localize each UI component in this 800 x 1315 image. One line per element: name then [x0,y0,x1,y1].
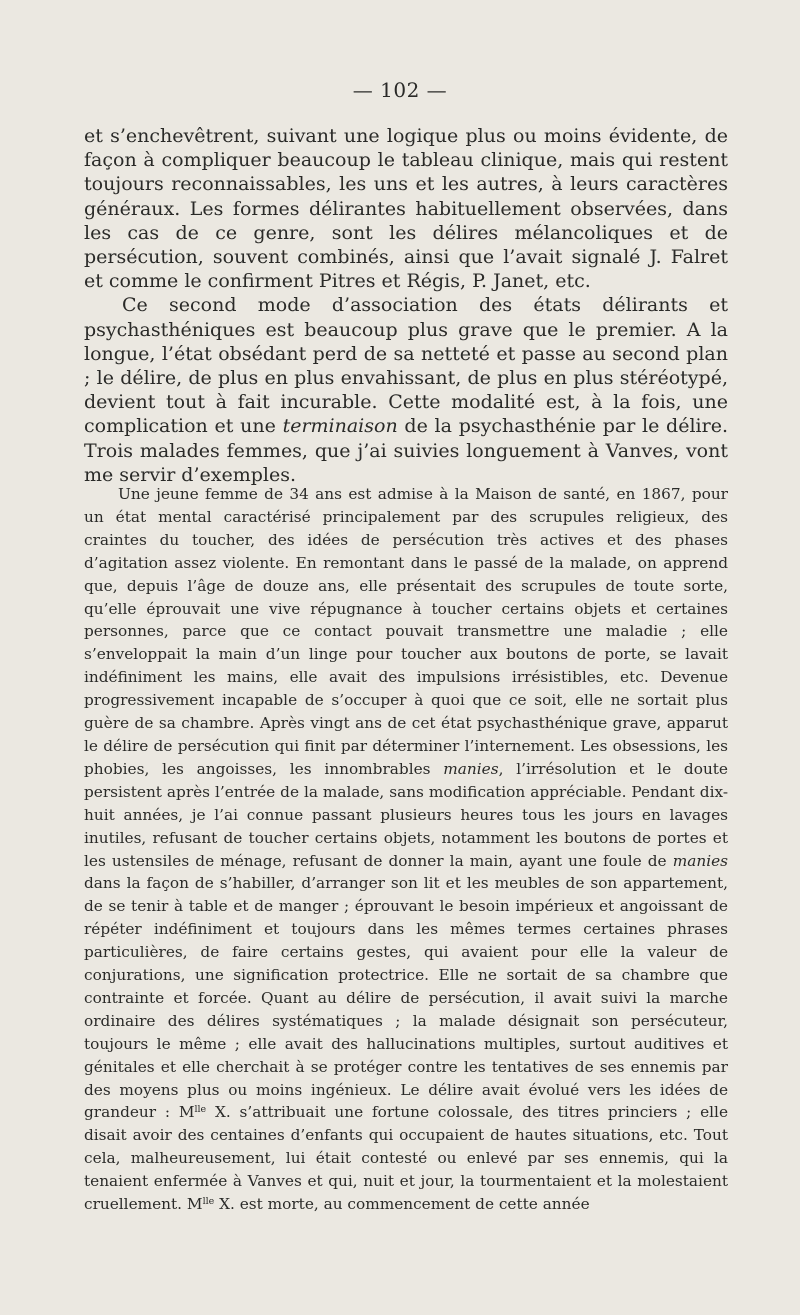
superscript-lle-2: lle [202,1195,215,1207]
paragraph-second-mode-start: Ce second mode d’association des états délirants et psychasthéniques est beaucoup plus grave que le premier. A la longue, l’état obsédant perd de sa netteté et passe au second plan ; le délire, de plus en plus envahissant, de plus en plus stéréotypé, devient tout à fait incurable. Cette modalité est, à la fois, une complication et une [84,294,728,438]
page-number: — 102 — [352,78,448,102]
case-note-text-3: dans la façon de s’habiller, d’arranger son lit et les meubles de son appartement, de se tenir à table et de manger ; éprouvant le besoin impérieux et angoissant de répéter indéfiniment et toujours dans les mêmes termes certaines phrases particulières, de faire certains gestes, qui avaient pour elle la valeur de conjurations, une signification protectrice. Elle ne sortait de sa chambre que contrainte et forcée. Quant au délire de persécution, il avait suivi la marche ordinaire des délires systématiques ; la malade désignait son persécuteur, toujours le même ; elle avait des hallucinations multiples, surtout auditives et génitales et elle cherchait à se protéger contre les tentatives de ses ennemis par des moyens plus ou moins ingénieux. Le délire avait évolué vers les idées de grandeur : M [84,874,728,1122]
superscript-lle-1: lle [194,1104,207,1116]
italic-term-manies-1: manies [443,759,499,778]
case-note-paragraph [84,483,728,1216]
italic-term-terminaison: terminaison [282,415,398,438]
case-note-text-4: X. s’attribuait une fortune colossale, des titres princiers ; elle disait avoir des centaines d’enfants qui occupaient de hautes situations, etc. Tout cela, malheureusement, lui était contesté ou enlevé par ses ennemis, qui la tenaient enfermée à Vanves et qui, nuit et jour, la tourmentaient et la molestaient cruellement. M [84,1103,728,1214]
case-note-text-1: Une jeune femme de 34 ans est admise à la Maison de santé, en 1867, pour un état mental caractérisé principalement par des scrupules religieux, des craintes du toucher, des idées de persécution très actives et des phases d’agitation assez violente. En remontant dans le passé de la malade, on apprend que, depuis l’âge de douze ans, elle présentait des scrupules de toute sorte, qu’elle éprouvait une vive répugnance à toucher certains objets et certaines personnes, parce que ce contact pouvait transmettre une maladie ; elle s’enveloppait la main d’un linge pour toucher aux boutons de porte, se lavait indéfiniment les mains, elle avait des impulsions irrésistibles, etc. Devenue progressivement incapable de s’occuper à quoi que ce soit, elle ne sortait plus guère de sa chambre. Après vingt ans de cet état psychasthénique grave, apparut le délire de persécution qui finit par déterminer l’internement. Les obsessions, les phobies, les angoisses, les innombrables [84,485,728,778]
italic-term-manies-2: manies [672,851,728,870]
paragraph-second-mode [84,293,728,487]
paragraph-second-mode-end: de la psychasthénie par le délire. Trois malades femmes, que j’ai suivies longuement à Vanves, vont me servir d’exemples. [84,415,728,486]
paragraph-continuation: et s’enchevêtrent, suivant une logique plus ou moins évidente, de façon à compliquer beaucoup le tableau clinique, mais qui restent toujours reconnaissables, les uns et les autres, à leurs caractères généraux. Les formes délirantes habituellement observées, dans les cas de ce genre, sont les délires mélancoliques et de persécution, souvent combinés, ainsi que l’avait signalé J. Falret et comme le confirment Pitres et Régis, P. Janet, etc. [84,125,728,293]
case-note-text-2: , l’irrésolution et le doute persistent après l’entrée de la malade, sans modification appréciable. Pendant dix-huit années, je l’ai connue passant plusieurs heures tous les jours en lavages inutiles, refusant de toucher certains objets, notamment les boutons de portes et les ustensiles de ménage, refusant de donner la main, ayant une foule de [84,759,728,870]
main-text [84,124,728,487]
case-note [84,483,728,1216]
case-note-text-5: X. est morte, au commencement de cette année [214,1195,590,1214]
